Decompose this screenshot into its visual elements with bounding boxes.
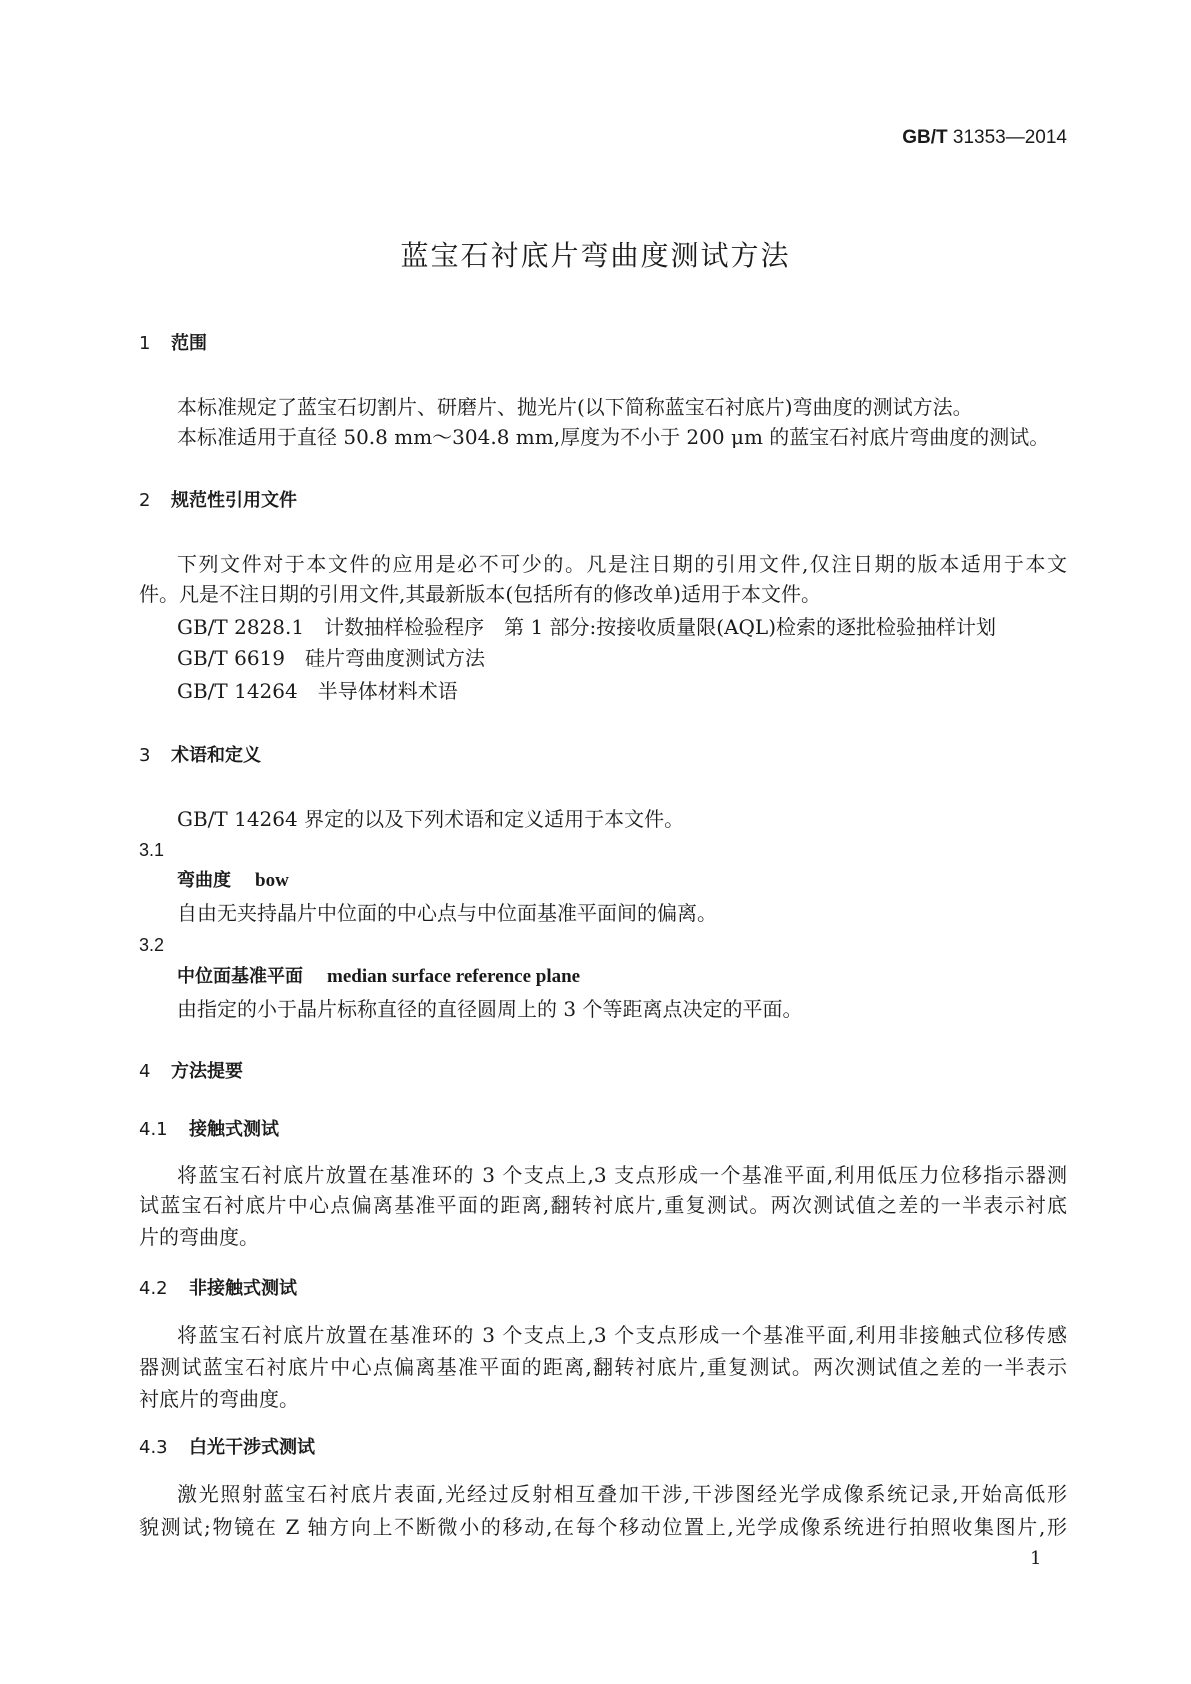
- term-en: median surface reference plane: [327, 966, 581, 987]
- reference-title: 计数抽样检验程序 第 1 部分:按接收质量限(AQL)检索的逐批检验抽样计划: [324, 615, 996, 639]
- subsection-heading: [139, 1277, 297, 1301]
- paragraph-line: 将蓝宝石衬底片放置在基准环的 3 个支点上,3 个支点形成一个基准平面,利用非接触式位移传感: [177, 1323, 1067, 1347]
- section-number: 1: [139, 333, 151, 354]
- term-en: bow: [255, 870, 289, 891]
- standard-prefix: GB/T: [902, 127, 948, 148]
- paragraph-line: 试蓝宝石衬底片中心点偏离基准平面的距离,翻转衬底片,重复测试。两次测试值之差的一半表示衬底: [139, 1193, 1067, 1217]
- reference-item: [177, 646, 485, 670]
- term-definition: 由指定的小于晶片标称直径的直径圆周上的 3 个等距离点决定的平面。: [177, 997, 803, 1021]
- section-heading-3: [139, 744, 261, 768]
- reference-title: 半导体材料术语: [317, 679, 458, 703]
- page-number: 1: [1030, 1548, 1042, 1569]
- term-definition: 自由无夹持晶片中位面的中心点与中位面基准平面间的偏离。: [177, 901, 717, 925]
- paragraph-line: GB/T 14264 界定的以及下列术语和定义适用于本文件。: [177, 807, 685, 831]
- paragraph-line: 片的弯曲度。: [139, 1225, 259, 1249]
- reference-code: GB/T 14264: [177, 679, 298, 703]
- document-title: 蓝宝石衬底片弯曲度测试方法: [400, 239, 791, 272]
- paragraph-line: 将蓝宝石衬底片放置在基准环的 3 个支点上,3 支点形成一个基准平面,利用低压力位移指示器测: [177, 1163, 1067, 1187]
- term-number: 3.2: [139, 935, 165, 955]
- reference-item: [177, 615, 996, 639]
- section-title: 规范性引用文件: [171, 490, 297, 511]
- section-title: 术语和定义: [171, 745, 261, 766]
- subsection-number: 4.1: [139, 1119, 168, 1140]
- paragraph-line: 本标准适用于直径 50.8 mm～304.8 mm,厚度为不小于 200 μm 的蓝宝石衬底片弯曲度的测试。: [177, 425, 1050, 449]
- section-heading-4: [139, 1060, 243, 1084]
- paragraph-line: 貌测试;物镜在 Z 轴方向上不断微小的移动,在每个移动位置上,光学成像系统进行拍照收集图片,形: [139, 1515, 1067, 1539]
- standard-number: [902, 127, 1067, 149]
- term-zh: 弯曲度: [177, 870, 231, 891]
- term-heading: [177, 965, 580, 989]
- section-number: 4: [139, 1061, 151, 1082]
- reference-item: [177, 679, 458, 703]
- section-number: 3: [139, 745, 151, 766]
- paragraph-line: 衬底片的弯曲度。: [139, 1387, 299, 1411]
- paragraph-line: 本标准规定了蓝宝石切割片、研磨片、抛光片(以下简称蓝宝石衬底片)弯曲度的测试方法。: [177, 395, 973, 419]
- reference-title: 硅片弯曲度测试方法: [305, 646, 486, 670]
- paragraph-line: 器测试蓝宝石衬底片中心点偏离基准平面的距离,翻转衬底片,重复测试。两次测试值之差的一半表示: [139, 1355, 1067, 1379]
- reference-code: GB/T 2828.1: [177, 615, 305, 639]
- paragraph-line: 件。凡是不注日期的引用文件,其最新版本(包括所有的修改单)适用于本文件。: [139, 582, 821, 606]
- term-zh: 中位面基准平面: [177, 966, 303, 987]
- section-heading-1: [139, 332, 207, 356]
- section-heading-2: [139, 489, 297, 513]
- term-heading: [177, 869, 289, 893]
- section-title: 范围: [171, 333, 207, 354]
- subsection-number: 4.2: [139, 1278, 168, 1299]
- paragraph-line: 激光照射蓝宝石衬底片表面,光经过反射相互叠加干涉,干涉图经光学成像系统记录,开始高低形: [177, 1482, 1067, 1506]
- section-title: 方法提要: [171, 1061, 243, 1082]
- subsection-title: 白光干涉式测试: [189, 1437, 315, 1458]
- paragraph-line: 下列文件对于本文件的应用是必不可少的。凡是注日期的引用文件,仅注日期的版本适用于本文: [177, 552, 1067, 576]
- reference-code: GB/T 6619: [177, 646, 286, 670]
- subsection-title: 接触式测试: [189, 1119, 279, 1140]
- subsection-heading: [139, 1436, 315, 1460]
- section-number: 2: [139, 490, 151, 511]
- subsection-number: 4.3: [139, 1437, 168, 1458]
- standard-code: 31353—2014: [952, 127, 1067, 148]
- term-number: 3.1: [139, 840, 165, 860]
- subsection-heading: [139, 1118, 279, 1142]
- subsection-title: 非接触式测试: [189, 1278, 297, 1299]
